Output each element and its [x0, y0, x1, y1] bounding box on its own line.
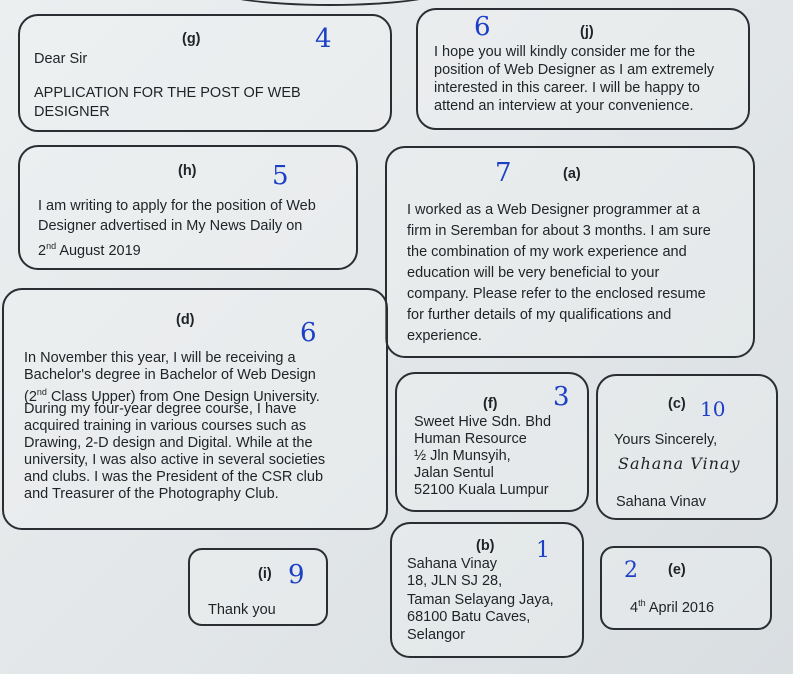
- box-f-recipient-address: [395, 372, 589, 512]
- handwritten-order-number: 3: [553, 382, 570, 412]
- box-h-opening-paragraph: [18, 145, 358, 270]
- handwritten-order-number: 2: [624, 558, 638, 583]
- address-line: Sweet Hive Sdn. Bhd: [414, 414, 552, 430]
- paragraph-line: acquired training in various courses such as: [24, 418, 307, 434]
- date-day: 2: [38, 242, 47, 259]
- paragraph-line: Drawing, 2-D design and Digital. While at the: [24, 435, 313, 451]
- date-day: 4: [630, 599, 639, 616]
- subject-line-1: APPLICATION FOR THE POST OF WEB: [34, 85, 301, 101]
- box-label: (i): [258, 566, 272, 582]
- date-suffix: nd: [46, 241, 57, 251]
- box-label: (f): [483, 396, 498, 412]
- paragraph-line: attend an interview at your convenience.: [434, 98, 694, 114]
- address-line: Jalan Sentul: [414, 465, 494, 481]
- box-d-education-paragraph: [2, 288, 388, 530]
- box-g-salutation-subject: [18, 14, 392, 132]
- handwritten-order-number: 6: [474, 12, 491, 42]
- address-line: 68100 Batu Caves,: [407, 609, 531, 625]
- paragraph-line: and clubs. I was the President of the CSR club: [24, 469, 324, 485]
- handwritten-order-number: 10: [700, 397, 726, 421]
- paragraph-line: for further details of my qualifications and: [407, 307, 672, 323]
- paragraph-line: education will be very beneficial to your: [407, 265, 660, 281]
- signature: Sahana Vinay: [618, 454, 741, 473]
- address-line: Taman Selayang Jaya,: [407, 592, 554, 608]
- paragraph-line: experience.: [407, 328, 482, 344]
- box-label: (c): [668, 396, 686, 412]
- box-label: (d): [176, 312, 195, 328]
- thanks-text: Thank you: [208, 602, 276, 618]
- paragraph-line: firm in Seremban for about 3 months. I am sure: [407, 223, 711, 239]
- paragraph-line: In November this year, I will be receiving a: [24, 350, 296, 366]
- date-rest: August 2019: [56, 242, 141, 259]
- date-line: [38, 236, 141, 261]
- date-rest: April 2016: [645, 599, 715, 616]
- salutation: Dear Sir: [34, 51, 88, 67]
- paragraph-line: position of Web Designer as I am extremely: [434, 62, 715, 78]
- address-line: 52100 Kuala Lumpur: [414, 482, 549, 498]
- paragraph-line: company. Please refer to the enclosed resume: [407, 286, 706, 302]
- line-prefix: (2: [24, 388, 37, 405]
- box-i-thanks: [188, 548, 328, 626]
- paragraph-line: I worked as a Web Designer programmer at a: [407, 202, 701, 218]
- handwritten-order-number: 1: [536, 538, 550, 563]
- box-label: (b): [476, 538, 495, 554]
- paragraph-line: interested in this career. I will be happy to: [434, 80, 700, 96]
- address-line: Sahana Vinay: [407, 556, 498, 572]
- paragraph-line: the combination of my work experience and: [407, 244, 687, 260]
- box-label: (h): [178, 163, 197, 179]
- line-rest: Class Upper) from One Design University.: [46, 388, 320, 405]
- box-label: (e): [668, 562, 686, 578]
- box-label: (a): [563, 166, 581, 182]
- letter-date: [630, 593, 714, 618]
- paragraph-line: I am writing to apply for the position of Web: [38, 198, 316, 214]
- paragraph-line: During my four-year degree course, I have: [24, 401, 297, 417]
- address-line: Human Resource: [414, 431, 527, 447]
- box-b-sender-address: [390, 522, 584, 658]
- paragraph-line: and Treasurer of the Photography Club.: [24, 486, 279, 502]
- handwritten-order-number: 6: [300, 318, 317, 348]
- paragraph-line: university, I was also active in several societies: [24, 452, 326, 468]
- handwritten-order-number: 5: [272, 161, 289, 191]
- handwritten-order-number: 4: [315, 24, 332, 54]
- handwritten-order-number: 7: [495, 158, 512, 188]
- subject-line-2: DESIGNER: [34, 104, 110, 120]
- box-j-closing-paragraph: [416, 8, 750, 130]
- date-suffix: th: [638, 598, 646, 608]
- paragraph-line: Bachelor's degree in Bachelor of Web Design: [24, 367, 316, 383]
- top-decoration: [210, 0, 450, 6]
- box-e-date: [600, 546, 772, 630]
- address-line: ½ Jln Munsyih,: [414, 448, 511, 464]
- paragraph-line: I hope you will kindly consider me for the: [434, 44, 696, 60]
- signer-name: Sahana Vinav: [616, 494, 707, 510]
- ordinal-suffix: nd: [36, 387, 47, 397]
- box-c-sign-off: [596, 374, 778, 520]
- box-label: (g): [182, 31, 201, 47]
- paragraph-line: Designer advertised in My News Daily on: [38, 218, 303, 234]
- address-line: 18, JLN SJ 28,: [407, 573, 503, 589]
- box-label: (j): [580, 24, 594, 40]
- closing-phrase: Yours Sincerely,: [614, 432, 718, 448]
- handwritten-order-number: 9: [288, 560, 305, 590]
- address-line: Selangor: [407, 627, 466, 643]
- box-a-experience-paragraph: [385, 146, 755, 358]
